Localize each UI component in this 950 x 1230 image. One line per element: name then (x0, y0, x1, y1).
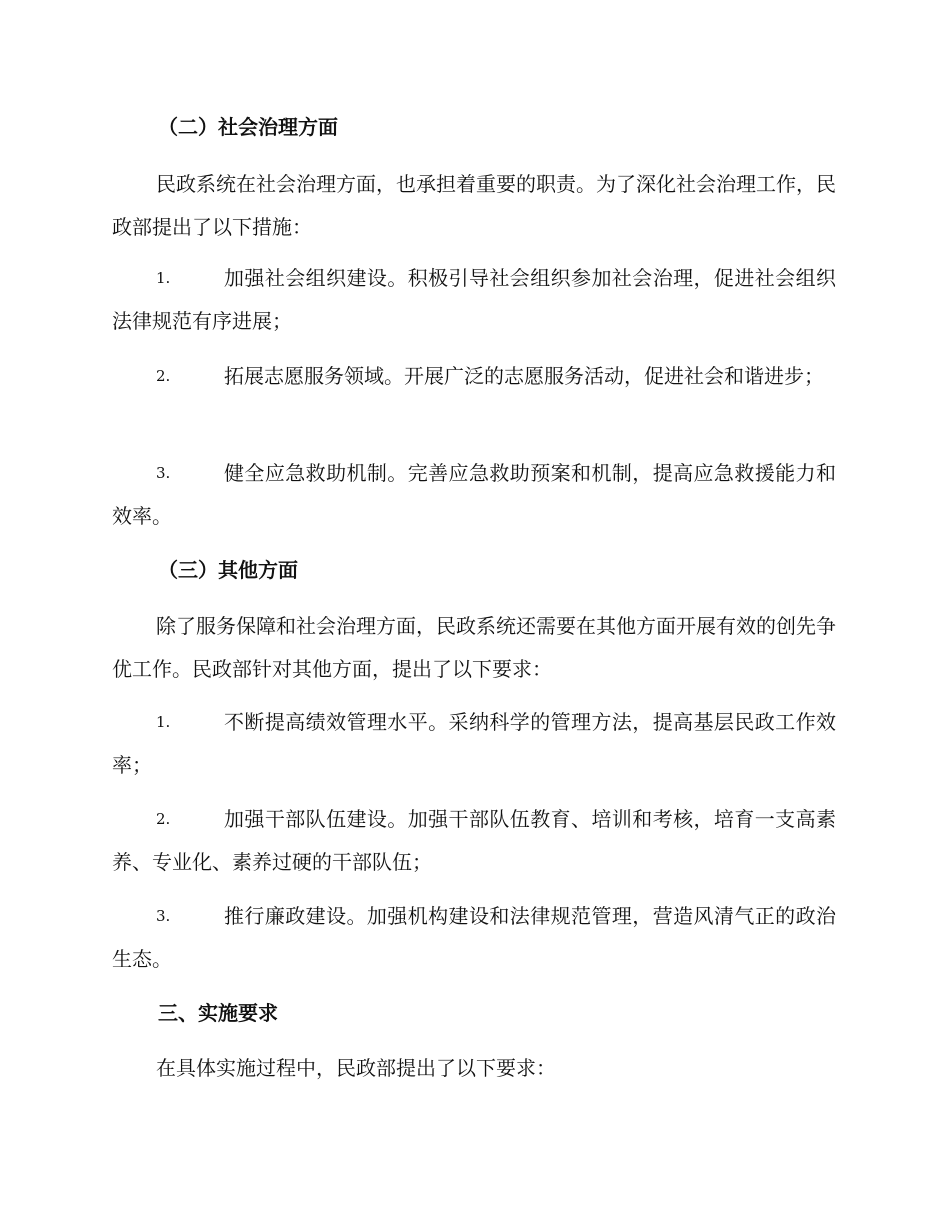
list-number: 3. (156, 907, 171, 925)
list-item-text: 拓展志愿服务领域。开展广泛的志愿服务活动，促进社会和谐进步； (224, 364, 824, 388)
list-item-text: 推行廉政建设。加强机构建设和法律规范管理，营造风清气正的政治生态。 (112, 904, 836, 971)
list-item (112, 452, 836, 538)
list-item (112, 355, 836, 398)
paragraph-implementation-intro: 在具体实施过程中，民政部提出了以下要求： (156, 1056, 556, 1080)
list-number: 1. (156, 713, 171, 731)
list-item (112, 701, 836, 787)
paragraph-other-aspects-intro: 除了服务保障和社会治理方面，民政系统还需要在其他方面开展有效的创先争优工作。民政部针对其他方面，提出了以下要求： (112, 614, 836, 681)
list-item-text: 加强社会组织建设。积极引导社会组织参加社会治理，促进社会组织法律规范有序进展； (112, 266, 836, 333)
paragraph-social-governance-intro: 民政系统在社会治理方面，也承担着重要的职责。为了深化社会治理工作，民政部提出了以下措施： (112, 172, 836, 239)
list-item-text: 加强干部队伍建设。加强干部队伍教育、培训和考核，培育一支高素养、专业化、素养过硬的干部队伍； (112, 807, 836, 874)
list-item (112, 798, 836, 884)
list-item-text: 不断提高绩效管理水平。采纳科学的管理方法，提高基层民政工作效率； (112, 710, 836, 777)
list-item (112, 257, 836, 343)
section-heading-social-governance: （二）社会治理方面 (158, 115, 338, 139)
list-item-text: 健全应急救助机制。完善应急救助预案和机制，提高应急救援能力和效率。 (112, 461, 836, 528)
section-heading-other-aspects: （三）其他方面 (158, 558, 298, 582)
section-heading-implementation-requirements: 三、实施要求 (158, 1001, 278, 1025)
list-item (112, 895, 836, 981)
list-number: 2. (156, 810, 171, 828)
list-number: 1. (156, 269, 171, 287)
list-number: 2. (156, 367, 171, 385)
list-number: 3. (156, 464, 171, 482)
